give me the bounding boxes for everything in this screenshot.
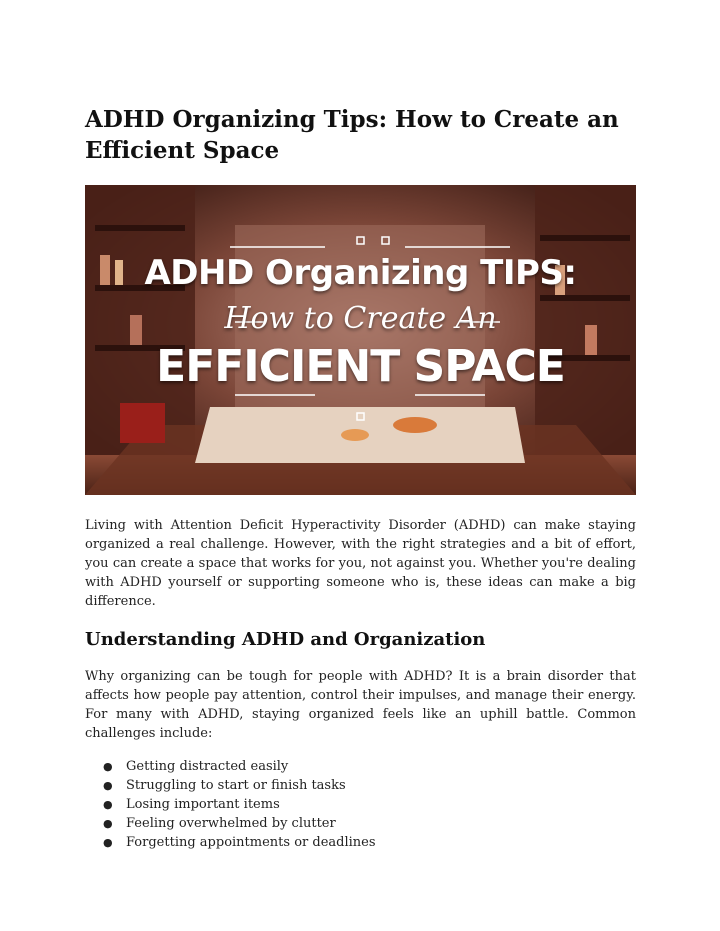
list-item-text: Losing important items xyxy=(126,797,280,812)
list-item xyxy=(103,757,636,776)
section-paragraph: Why organizing can be tough for people with ADHD? It is a brain disorder that affects how people pay attention, control their impulses, and manage their energy. For many with ADHD, staying organized feels like an uphill battle. Common challenges include: xyxy=(85,669,636,741)
hero-text xyxy=(85,185,636,495)
bullet-icon: ● xyxy=(103,760,113,773)
list-item xyxy=(103,795,636,814)
hero-title-line1: ADHD Organizing TIPS: xyxy=(144,253,577,293)
hero-title-line2: How to Create An xyxy=(224,301,497,336)
list-item-text: Struggling to start or finish tasks xyxy=(126,778,346,793)
bullet-icon: ● xyxy=(103,779,113,792)
list-item-text: Feeling overwhelmed by clutter xyxy=(126,816,336,831)
list-item-text: Forgetting appointments or deadlines xyxy=(126,835,376,850)
page-title: ADHD Organizing Tips: How to Create an Efficient Space xyxy=(85,106,619,164)
list-item-text: Getting distracted easily xyxy=(126,759,289,774)
challenges-list xyxy=(85,757,636,852)
document-page xyxy=(85,104,636,852)
list-item xyxy=(103,776,636,795)
hero-image xyxy=(85,185,636,495)
section-heading: Understanding ADHD and Organization xyxy=(85,629,486,650)
intro-paragraph: Living with Attention Deficit Hyperactivity Disorder (ADHD) can make staying organized a real challenge. However, with the right strategies and a bit of effort, you can create a space that works for you, not against you. Whether you're dealing with ADHD yourself or supporting someone who is, these ideas can make a big difference. xyxy=(85,518,636,609)
bullet-icon: ● xyxy=(103,836,113,849)
list-item xyxy=(103,833,636,852)
bullet-icon: ● xyxy=(103,817,113,830)
hero-title-line3: EFFICIENT SPACE xyxy=(156,341,565,392)
list-item xyxy=(103,814,636,833)
bullet-icon: ● xyxy=(103,798,113,811)
